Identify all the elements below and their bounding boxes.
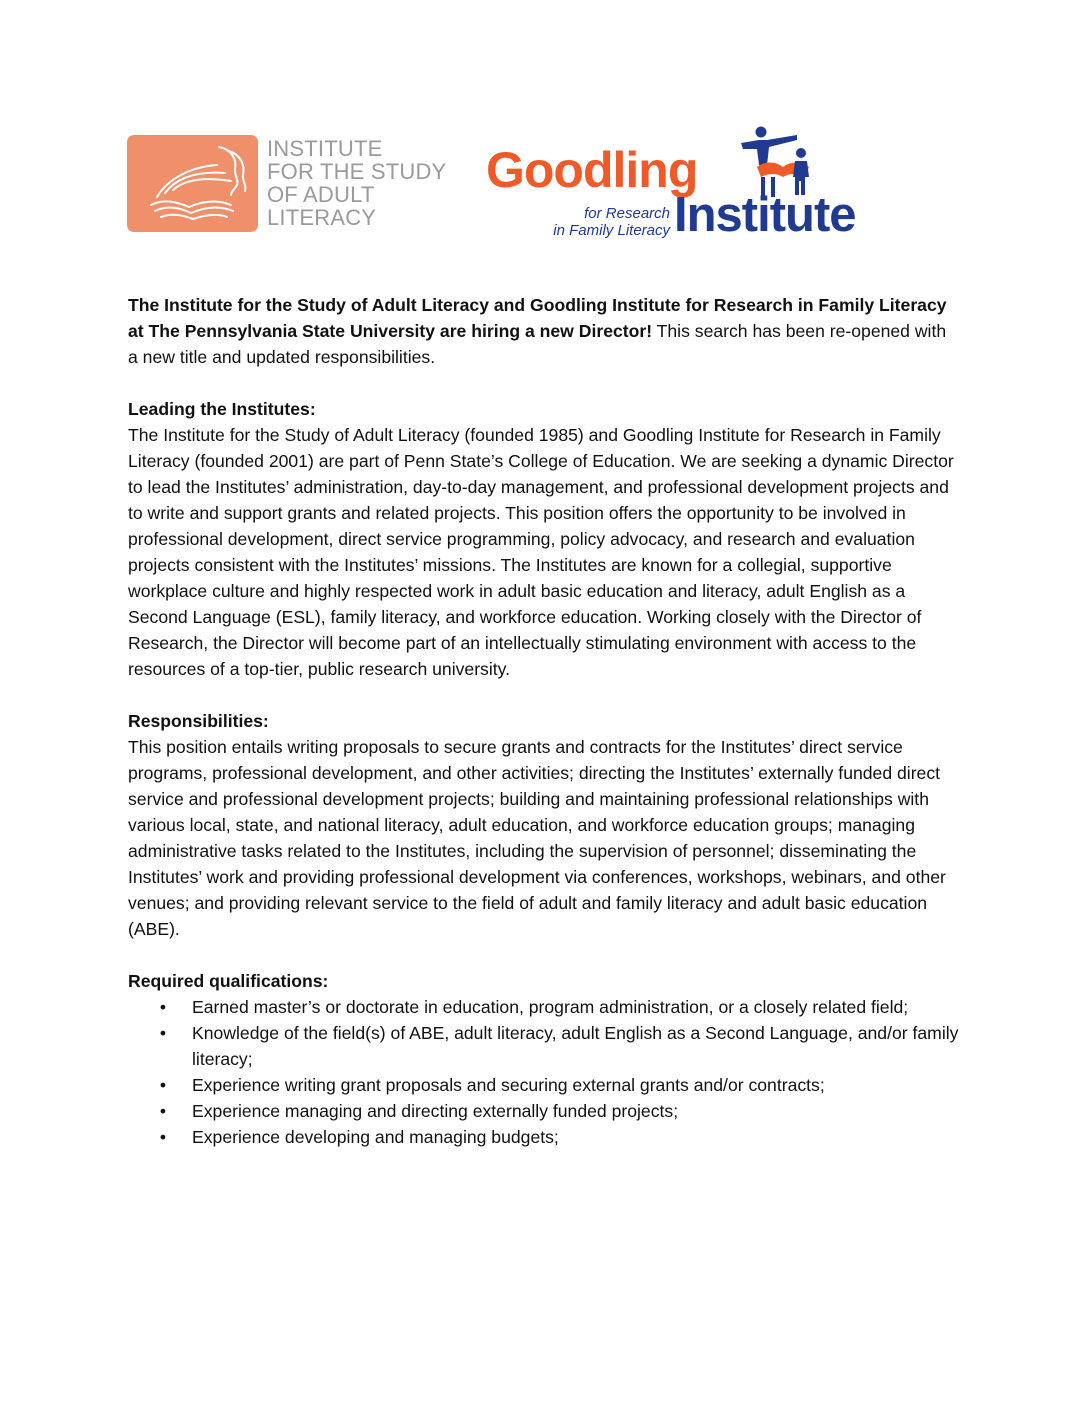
header-logos — [0, 0, 1088, 260]
list-item — [128, 1020, 960, 1072]
section-heading: Leading the Institutes: — [128, 399, 316, 419]
section-body: This position entails writing proposals to secure grants and contracts for the Institutes’ direct service programs, professional development, and other activities; directing the Institutes’ externally funded direct service and professional development projects; building and maintaining professional relationships with various local, state, and national literacy, adult education, and workforce education groups; managing administrative tasks related to the Institutes, including the supervision of personnel; disseminating the Institutes’ work and providing professional development via conferences, workshops, webinars, and other venues; and providing relevant service to the field of adult and family literacy and adult basic education (ABE). — [128, 737, 946, 939]
isal-logo-line: OF ADULT — [267, 182, 375, 207]
goodling-tagline-line: for Research — [584, 205, 670, 222]
intro-headline: The Institute for the Study of Adult Literacy and Goodling Institute for Research in Family Literacy at The Pennsylvania State University are hiring a new Director! — [128, 295, 947, 341]
section-responsibilities — [128, 708, 960, 942]
list-item-text: Experience developing and managing budgets; — [192, 1127, 559, 1147]
isal-logo-line: LITERACY — [267, 205, 377, 230]
isal-logo-line: INSTITUTE — [267, 136, 383, 161]
bullet-icon: • — [159, 1127, 167, 1147]
section-heading: Required qualifications: — [128, 971, 329, 991]
list-item — [128, 1124, 960, 1150]
intro-paragraph — [128, 292, 960, 370]
section-qualifications — [128, 968, 960, 1150]
list-item — [128, 1072, 960, 1098]
bullet-icon: • — [159, 1023, 167, 1043]
isal-logo — [127, 135, 447, 233]
list-item-text: Experience writing grant proposals and securing external grants and/or contracts; — [192, 1075, 825, 1095]
isal-logo-text — [267, 136, 447, 230]
goodling-tagline — [534, 205, 670, 239]
isal-logo-mark — [127, 135, 258, 232]
document-body — [128, 292, 960, 1150]
list-item-text: Knowledge of the field(s) of ABE, adult literacy, adult English as a Second Language, and/or family literacy; — [192, 1023, 959, 1069]
goodling-logo — [484, 125, 934, 245]
list-item — [128, 1098, 960, 1124]
qualifications-list — [128, 994, 960, 1150]
bullet-icon: • — [159, 997, 167, 1017]
bullet-icon: • — [159, 1075, 167, 1095]
isal-faces-book-icon — [127, 135, 258, 232]
list-item-text: Earned master’s or doctorate in education, program administration, or a closely related field; — [192, 997, 909, 1017]
section-body: The Institute for the Study of Adult Literacy (founded 1985) and Goodling Institute for Research in Family Literacy (founded 2001) are part of Penn State’s College of Education. We are seeking a dynamic Director to lead the Institutes’ administration, day-to-day management, and professional development projects and to write and support grants and related projects. This position offers the opportunity to be involved in professional development, direct service programming, policy advocacy, and research and evaluation projects consistent with the Institutes’ missions. The Institutes are known for a collegial, supportive workplace culture and highly respected work in adult basic education and literacy, adult English as a Second Language (ESL), family literacy, and workforce education. Working closely with the Director of Research, the Director will become part of an intellectually stimulating environment with access to the resources of a top-tier, public research university. — [128, 425, 954, 679]
goodling-tagline-line: in Family Literacy — [553, 222, 670, 239]
isal-logo-line: FOR THE STUDY — [267, 159, 447, 184]
goodling-institute-word: Institute — [674, 188, 856, 242]
intro-rest: This search has been re-opened with a new title and updated responsibilities. — [128, 321, 947, 367]
list-item-text: Experience managing and directing externally funded projects; — [192, 1101, 679, 1121]
section-heading: Responsibilities: — [128, 711, 269, 731]
goodling-name: Goodling — [486, 142, 698, 198]
bullet-icon: • — [159, 1101, 167, 1121]
section-leading — [128, 396, 960, 682]
list-item — [128, 994, 960, 1020]
